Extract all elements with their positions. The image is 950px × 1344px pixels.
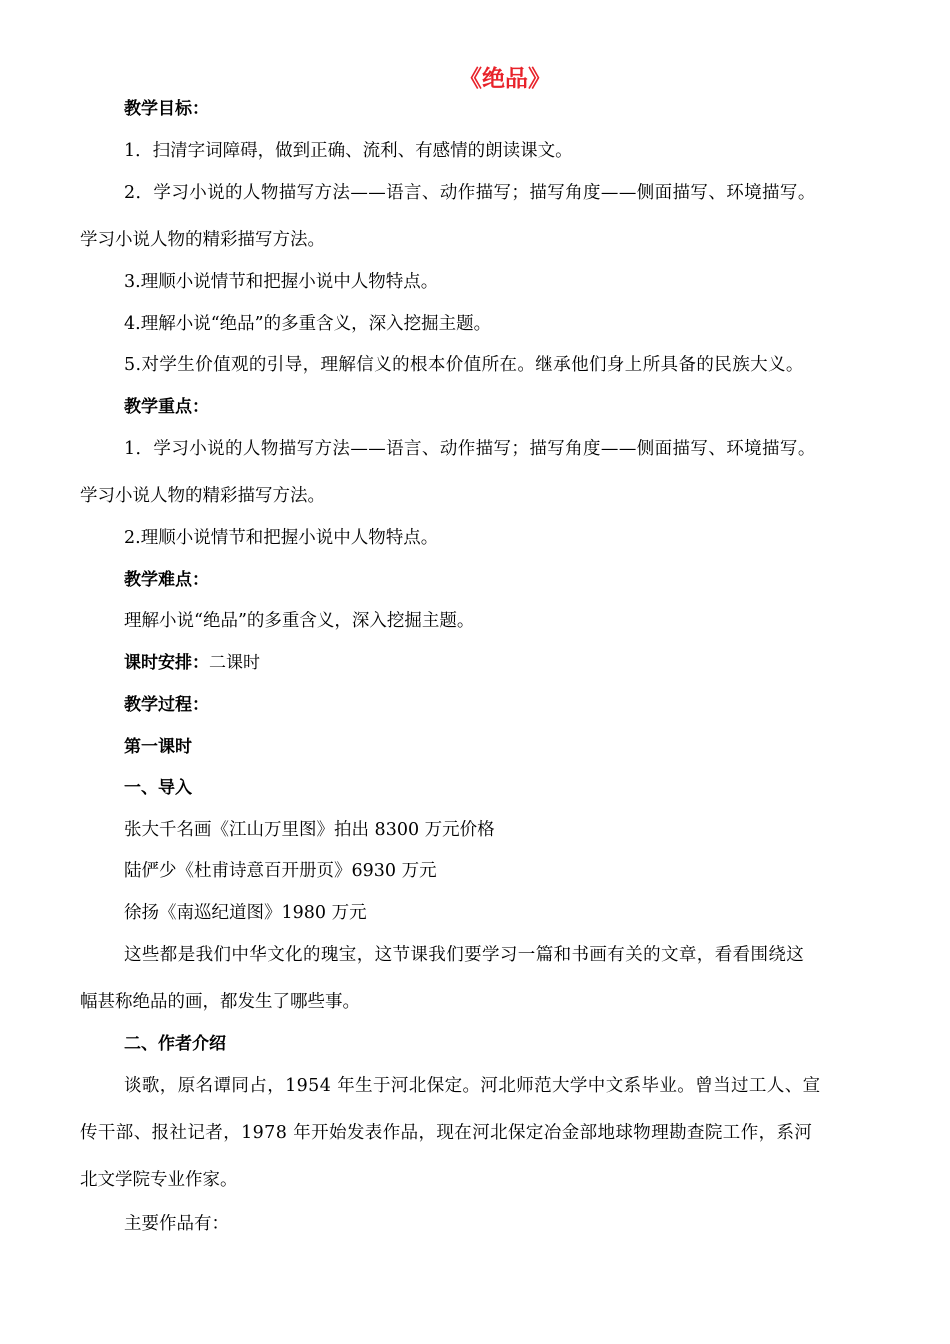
- key-points-heading: 教学重点：: [124, 397, 209, 417]
- schedule-value: 二课时: [209, 653, 260, 673]
- author-works-label: 主要作品有：: [124, 1214, 229, 1234]
- objective-item-2-line-1: 2．学习小说的人物描写方法——语言、动作描写；描写角度——侧面描写、环境描写。: [124, 183, 816, 203]
- author-paragraph-line-2: 传干部、报社记者，1978 年开始发表作品，现在河北保定冶金部地球物理勘查院工作，系河: [80, 1123, 813, 1143]
- objective-item-2-line-2: 学习小说人物的精彩描写方法。: [80, 230, 325, 250]
- objective-item-1: 1．扫清字词障碍，做到正确、流利、有感情的朗读课文。: [124, 141, 573, 161]
- author-heading: 二、作者介绍: [124, 1034, 226, 1054]
- intro-heading: 一、导入: [124, 778, 192, 798]
- schedule-line: [124, 650, 260, 676]
- difficulties-heading: 教学难点：: [124, 570, 209, 590]
- intro-paragraph-line-2: 幅甚称绝品的画，都发生了哪些事。: [80, 992, 360, 1012]
- process-heading: 教学过程：: [124, 695, 209, 715]
- schedule-label: 课时安排：: [124, 653, 209, 673]
- lesson-1-heading: 第一课时: [124, 737, 192, 757]
- key-point-item-1-line-1: 1．学习小说的人物描写方法——语言、动作描写；描写角度——侧面描写、环境描写。: [124, 439, 816, 459]
- objective-item-3: 3.理顺小说情节和把握小说中人物特点。: [124, 272, 439, 292]
- intro-line-1: 张大千名画《江山万里图》拍出 8300 万元价格: [124, 820, 495, 840]
- document-title: 《绝品》: [459, 66, 551, 92]
- key-point-item-1-line-2: 学习小说人物的精彩描写方法。: [80, 486, 325, 506]
- objective-item-5: 5.对学生价值观的引导，理解信义的根本价值所在。继承他们身上所具备的民族大义。: [124, 355, 804, 375]
- intro-paragraph-line-1: 这些都是我们中华文化的瑰宝，这节课我们要学习一篇和书画有关的文章，看看围绕这: [124, 945, 805, 965]
- difficulties-text: 理解小说“绝品”的多重含义，深入挖掘主题。: [124, 611, 475, 631]
- key-point-item-2: 2.理顺小说情节和把握小说中人物特点。: [124, 528, 439, 548]
- author-paragraph-line-3: 北文学院专业作家。: [80, 1170, 238, 1190]
- author-paragraph-line-1: 谈歌，原名谭同占，1954 年生于河北保定。河北师范大学中文系毕业。曾当过工人、宣: [124, 1076, 821, 1096]
- objectives-heading: 教学目标：: [124, 99, 209, 119]
- intro-line-2: 陆俨少《杜甫诗意百开册页》6930 万元: [124, 861, 437, 881]
- intro-line-3: 徐扬《南巡纪道图》1980 万元: [124, 903, 367, 923]
- objective-item-4: 4.理解小说“绝品”的多重含义，深入挖掘主题。: [124, 314, 492, 334]
